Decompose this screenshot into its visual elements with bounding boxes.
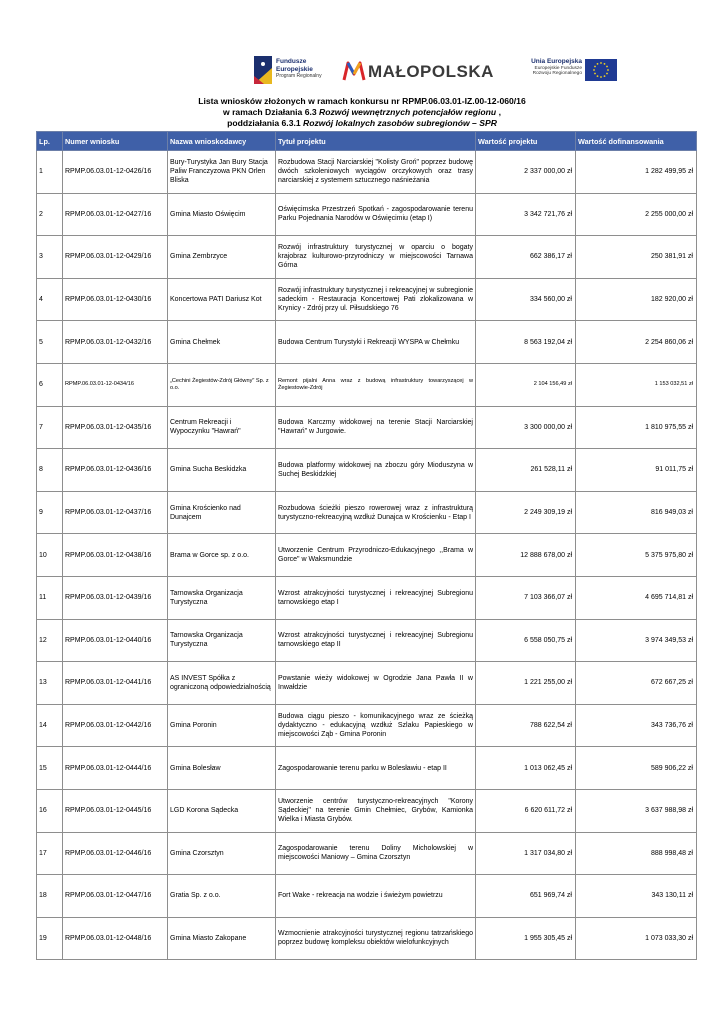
cell-wartosc-dofinansowania: 91 011,75 zł xyxy=(576,449,697,492)
cell-lp: 12 xyxy=(37,619,63,662)
cell-tytul-projektu: Powstanie wieży widokowej w Ogrodzie Jana Pawła II w Inwałdzie xyxy=(276,662,476,705)
table-row xyxy=(37,193,697,236)
cell-tytul-projektu: Zagospodarowanie terenu parku w Bolesławiu - etap II xyxy=(276,747,476,790)
cell-nazwa-wnioskodawcy: Gmina Chełmek xyxy=(168,321,276,364)
cell-lp: 1 xyxy=(37,151,63,194)
cell-wartosc-projektu: 2 249 309,19 zł xyxy=(476,491,576,534)
cell-lp: 8 xyxy=(37,449,63,492)
title-line-3-italic: Rozwój lokalnych zasobów subregionów – SPR xyxy=(303,118,497,128)
cell-wartosc-dofinansowania: 1 282 499,95 zł xyxy=(576,151,697,194)
cell-nazwa-wnioskodawcy: LGD Korona Sądecka xyxy=(168,789,276,832)
title-line-2 xyxy=(0,107,724,118)
cell-nazwa-wnioskodawcy: Koncertowa PATI Dariusz Kot xyxy=(168,278,276,321)
table-row xyxy=(37,406,697,449)
fundusze-name-2: Europejskie xyxy=(276,65,313,73)
cell-wartosc-dofinansowania: 2 254 860,06 zł xyxy=(576,321,697,364)
cell-lp: 19 xyxy=(37,917,63,960)
cell-lp: 9 xyxy=(37,491,63,534)
cell-lp: 16 xyxy=(37,789,63,832)
unia-subtitle-2: Rozwoju Regionalnego xyxy=(532,71,582,76)
cell-lp: 15 xyxy=(37,747,63,790)
cell-numer-wniosku: RPMP.06.03.01-12-0442/16 xyxy=(63,704,168,747)
cell-numer-wniosku: RPMP.06.03.01-12-0429/16 xyxy=(63,236,168,279)
cell-wartosc-dofinansowania: 182 920,00 zł xyxy=(576,278,697,321)
cell-nazwa-wnioskodawcy: Centrum Rekreacji i Wypoczynku "Hawrań" xyxy=(168,406,276,449)
cell-tytul-projektu: Wzrost atrakcyjności turystycznej i rekreacyjnej Subregionu tarnowskiego etap II xyxy=(276,619,476,662)
cell-numer-wniosku: RPMP.06.03.01-12-0438/16 xyxy=(63,534,168,577)
table-row xyxy=(37,278,697,321)
table-row xyxy=(37,236,697,279)
cell-numer-wniosku: RPMP.06.03.01-12-0441/16 xyxy=(63,662,168,705)
cell-wartosc-dofinansowania: 2 255 000,00 zł xyxy=(576,193,697,236)
cell-numer-wniosku: RPMP.06.03.01-12-0444/16 xyxy=(63,747,168,790)
cell-numer-wniosku: RPMP.06.03.01-12-0435/16 xyxy=(63,406,168,449)
cell-wartosc-projektu: 3 342 721,76 zł xyxy=(476,193,576,236)
cell-wartosc-projektu: 651 969,74 zł xyxy=(476,875,576,918)
cell-lp: 7 xyxy=(37,406,63,449)
document-title xyxy=(0,96,724,129)
cell-tytul-projektu: Zagospodarowanie terenu Doliny Micholowskiej w miejscowości Maniowy – Gmina Czorsztyn xyxy=(276,832,476,875)
title-line-2-italic: Rozwój wewnętrznych potencjałów regionu xyxy=(319,107,497,117)
cell-nazwa-wnioskodawcy: Gmina Zembrzyce xyxy=(168,236,276,279)
cell-lp: 2 xyxy=(37,193,63,236)
cell-wartosc-dofinansowania: 3 974 349,53 zł xyxy=(576,619,697,662)
table-row xyxy=(37,832,697,875)
malopolska-mark-icon xyxy=(342,60,366,82)
fundusze-name-1: Fundusze xyxy=(276,58,307,65)
cell-nazwa-wnioskodawcy: Gmina Sucha Beskidzka xyxy=(168,449,276,492)
cell-nazwa-wnioskodawcy: Gmina Miasto Zakopane xyxy=(168,917,276,960)
cell-tytul-projektu: Fort Wake - rekreacja na wodzie i świeżym powietrzu xyxy=(276,875,476,918)
cell-numer-wniosku: RPMP.06.03.01-12-0446/16 xyxy=(63,832,168,875)
cell-tytul-projektu: Utworzenie Centrum Przyrodniczo-Edukacyjnego ,,Brama w Gorce" w Waksmundzie xyxy=(276,534,476,577)
cell-wartosc-dofinansowania: 1 153 032,51 zł xyxy=(576,363,697,406)
cell-numer-wniosku: RPMP.06.03.01-12-0432/16 xyxy=(63,321,168,364)
header-numer-wniosku: Numer wniosku xyxy=(63,132,168,151)
title-line-3 xyxy=(0,118,724,129)
malopolska-logo xyxy=(342,58,502,84)
table-row xyxy=(37,662,697,705)
cell-wartosc-projektu: 1 955 305,45 zł xyxy=(476,917,576,960)
cell-wartosc-projektu: 1 013 062,45 zł xyxy=(476,747,576,790)
table-row xyxy=(37,576,697,619)
title-line-1: Lista wniosków złożonych w ramach konkursu nr RPMP.06.03.01-IZ.00-12-060/16 xyxy=(198,96,526,106)
cell-nazwa-wnioskodawcy: „Cechini Żegiestów-Zdrój Główny" Sp. z o.o. xyxy=(168,363,276,406)
cell-nazwa-wnioskodawcy: Gmina Poronin xyxy=(168,704,276,747)
cell-wartosc-projektu: 334 560,00 zł xyxy=(476,278,576,321)
fundusze-text xyxy=(276,58,322,81)
cell-numer-wniosku: RPMP.06.03.01-12-0445/16 xyxy=(63,789,168,832)
cell-numer-wniosku: RPMP.06.03.01-12-0447/16 xyxy=(63,875,168,918)
cell-numer-wniosku: RPMP.06.03.01-12-0448/16 xyxy=(63,917,168,960)
cell-numer-wniosku: RPMP.06.03.01-12-0436/16 xyxy=(63,449,168,492)
cell-lp: 14 xyxy=(37,704,63,747)
unia-name: Unia Europejska xyxy=(531,58,582,65)
table-row xyxy=(37,491,697,534)
cell-wartosc-projektu: 3 300 000,00 zł xyxy=(476,406,576,449)
table-row xyxy=(37,449,697,492)
cell-wartosc-dofinansowania: 5 375 975,80 zł xyxy=(576,534,697,577)
table-row xyxy=(37,619,697,662)
header-wartosc-projektu: Wartość projektu xyxy=(476,132,576,151)
unia-subtitle-1: Europejskie Fundusze xyxy=(534,65,582,71)
cell-tytul-projektu: Rozwój infrastruktury turystycznej w oparciu o bogaty krajobraz kulturowo-przyrodniczy w miejscowości Tarnawa Górna xyxy=(276,236,476,279)
cell-lp: 17 xyxy=(37,832,63,875)
cell-wartosc-dofinansowania: 4 695 714,81 zł xyxy=(576,576,697,619)
cell-tytul-projektu: Wzmocnienie atrakcyjności turystycznej regionu tatrzańskiego poprzez budowę kompleksu obiektów wielofunkcyjnych xyxy=(276,917,476,960)
cell-nazwa-wnioskodawcy: Gmina Czorsztyn xyxy=(168,832,276,875)
cell-numer-wniosku: RPMP.06.03.01-12-0430/16 xyxy=(63,278,168,321)
cell-tytul-projektu: Rozwój infrastruktury turystycznej i rekreacyjnej w subregionie sadeckim - Restauracja Koncertowej Pati zlokalizowana w Krynicy - Zdrój przy ul. Piłsudskiego 76 xyxy=(276,278,476,321)
title-line-2-suffix: , xyxy=(496,107,501,117)
header-tytul-projektu: Tytuł projektu xyxy=(276,132,476,151)
title-line-3-prefix: poddziałania 6.3.1 xyxy=(227,118,304,128)
cell-tytul-projektu: Rozbudowa ścieżki pieszo rowerowej wraz z infrastrukturą turystyczno-rekreacyjną wzdłuż Dunajca w Krościenku - Etap I xyxy=(276,491,476,534)
cell-tytul-projektu: Remont pijalni Anna wraz z budową infrastruktury towarzyszącej w Żegiestowie-Zdrój xyxy=(276,363,476,406)
table-header-row xyxy=(37,132,697,151)
cell-nazwa-wnioskodawcy: Gmina Bolesław xyxy=(168,747,276,790)
cell-wartosc-projektu: 8 563 192,04 zł xyxy=(476,321,576,364)
cell-tytul-projektu: Budowa platformy widokowej na zboczu góry Mioduszyna w Suchej Beskidzkiej xyxy=(276,449,476,492)
cell-tytul-projektu: Budowa Centrum Turystyki i Rekreacji WYSPA w Chełmku xyxy=(276,321,476,364)
cell-tytul-projektu: Rozbudowa Stacji Narciarskiej "Kolisty Groń" poprzez budowę dwóch szkoleniowych wyciągów orczykowych oraz trasy narciarskiej z systemem sztucznego naśnieżania xyxy=(276,151,476,194)
table-row xyxy=(37,875,697,918)
header-wartosc-dofinansowania: Wartość dofinansowania xyxy=(576,132,697,151)
applications-table xyxy=(36,131,697,960)
cell-nazwa-wnioskodawcy: AS INVEST Spółka z ograniczoną odpowiedzialnością xyxy=(168,662,276,705)
cell-tytul-projektu: Utworzenie centrów turystyczno-rekreacyjnych "Korony Sądeckiej" na terenie Gmin Chełmiec, Grybów, Kamionka Wielka i Miasta Grybów. xyxy=(276,789,476,832)
table-row xyxy=(37,704,697,747)
cell-numer-wniosku: RPMP.06.03.01-12-0427/16 xyxy=(63,193,168,236)
cell-nazwa-wnioskodawcy: Tarnowska Organizacja Turystyczna xyxy=(168,576,276,619)
cell-wartosc-dofinansowania: 1 073 033,30 zł xyxy=(576,917,697,960)
fundusze-flag-icon xyxy=(254,56,272,84)
cell-wartosc-dofinansowania: 816 949,03 zł xyxy=(576,491,697,534)
eu-flag-icon xyxy=(585,59,617,81)
header-lp: Lp. xyxy=(37,132,63,151)
cell-nazwa-wnioskodawcy: Gratia Sp. z o.o. xyxy=(168,875,276,918)
cell-lp: 11 xyxy=(37,576,63,619)
cell-numer-wniosku: RPMP.06.03.01-12-0434/16 xyxy=(63,363,168,406)
cell-nazwa-wnioskodawcy: Gmina Krościenko nad Dunajcem xyxy=(168,491,276,534)
cell-lp: 3 xyxy=(37,236,63,279)
table-row xyxy=(37,321,697,364)
cell-wartosc-projektu: 261 528,11 zł xyxy=(476,449,576,492)
cell-wartosc-projektu: 6 620 611,72 zł xyxy=(476,789,576,832)
unia-text xyxy=(522,58,582,77)
cell-wartosc-dofinansowania: 343 736,76 zł xyxy=(576,704,697,747)
cell-wartosc-projektu: 2 104 156,49 zł xyxy=(476,363,576,406)
cell-numer-wniosku: RPMP.06.03.01-12-0437/16 xyxy=(63,491,168,534)
table-row xyxy=(37,789,697,832)
cell-wartosc-projektu: 788 622,54 zł xyxy=(476,704,576,747)
cell-lp: 6 xyxy=(37,363,63,406)
cell-numer-wniosku: RPMP.06.03.01-12-0439/16 xyxy=(63,576,168,619)
cell-wartosc-dofinansowania: 3 637 988,98 zł xyxy=(576,789,697,832)
cell-wartosc-projektu: 2 337 000,00 zł xyxy=(476,151,576,194)
cell-nazwa-wnioskodawcy: Bury-Turystyka Jan Bury Stacja Paliw Franczyzowa PKN Orlen Bliska xyxy=(168,151,276,194)
cell-wartosc-projektu: 12 888 678,00 zł xyxy=(476,534,576,577)
cell-wartosc-projektu: 1 221 255,00 zł xyxy=(476,662,576,705)
cell-wartosc-dofinansowania: 250 381,91 zł xyxy=(576,236,697,279)
cell-tytul-projektu: Wzrost atrakcyjności turystycznej i rekreacyjnej Subregionu tarnowskiego etap I xyxy=(276,576,476,619)
cell-lp: 18 xyxy=(37,875,63,918)
header-nazwa-wnioskodawcy: Nazwa wnioskodawcy xyxy=(168,132,276,151)
cell-wartosc-projektu: 6 558 050,75 zł xyxy=(476,619,576,662)
cell-wartosc-dofinansowania: 343 130,11 zł xyxy=(576,875,697,918)
cell-numer-wniosku: RPMP.06.03.01-12-0440/16 xyxy=(63,619,168,662)
unia-europejska-logo xyxy=(522,56,618,86)
cell-tytul-projektu: Oświęcimska Przestrzeń Spotkań - zagospodarowanie terenu Parku Pojednania Narodów w Oświęcimiu (etap I) xyxy=(276,193,476,236)
cell-nazwa-wnioskodawcy: Gmina Miasto Oświęcim xyxy=(168,193,276,236)
cell-wartosc-dofinansowania: 1 810 975,55 zł xyxy=(576,406,697,449)
cell-nazwa-wnioskodawcy: Tarnowska Organizacja Turystyczna xyxy=(168,619,276,662)
cell-wartosc-projektu: 1 317 034,80 zł xyxy=(476,832,576,875)
cell-lp: 10 xyxy=(37,534,63,577)
cell-lp: 4 xyxy=(37,278,63,321)
table-row xyxy=(37,917,697,960)
cell-wartosc-projektu: 7 103 366,07 zł xyxy=(476,576,576,619)
cell-lp: 5 xyxy=(37,321,63,364)
cell-lp: 13 xyxy=(37,662,63,705)
cell-nazwa-wnioskodawcy: Brama w Gorce sp. z o.o. xyxy=(168,534,276,577)
cell-wartosc-projektu: 662 386,17 zł xyxy=(476,236,576,279)
cell-tytul-projektu: Budowa Karczmy widokowej na terenie Stacji Narciarskiej "Hawrań" w Jurgowie. xyxy=(276,406,476,449)
fundusze-europejskie-logo xyxy=(254,56,344,86)
cell-wartosc-dofinansowania: 672 667,25 zł xyxy=(576,662,697,705)
cell-numer-wniosku: RPMP.06.03.01-12-0426/16 xyxy=(63,151,168,194)
table-row xyxy=(37,534,697,577)
cell-wartosc-dofinansowania: 589 906,22 zł xyxy=(576,747,697,790)
fundusze-subtitle: Program Regionalny xyxy=(276,73,322,79)
cell-tytul-projektu: Budowa ciągu pieszo - komunikacyjnego wraz ze ścieżką dydaktyczno - edukacyjną wzdłuż Szlaku Papieskiego w miejscowości Ząb - Gmina Poronin xyxy=(276,704,476,747)
table-row xyxy=(37,747,697,790)
malopolska-wordmark: MAŁOPOLSKA xyxy=(368,62,494,81)
table-body xyxy=(37,151,697,960)
table-row xyxy=(37,151,697,194)
cell-wartosc-dofinansowania: 888 998,48 zł xyxy=(576,832,697,875)
table-row xyxy=(37,363,697,406)
logo-bar xyxy=(0,52,724,88)
title-line-2-prefix: w ramach Działania 6.3 xyxy=(223,107,320,117)
